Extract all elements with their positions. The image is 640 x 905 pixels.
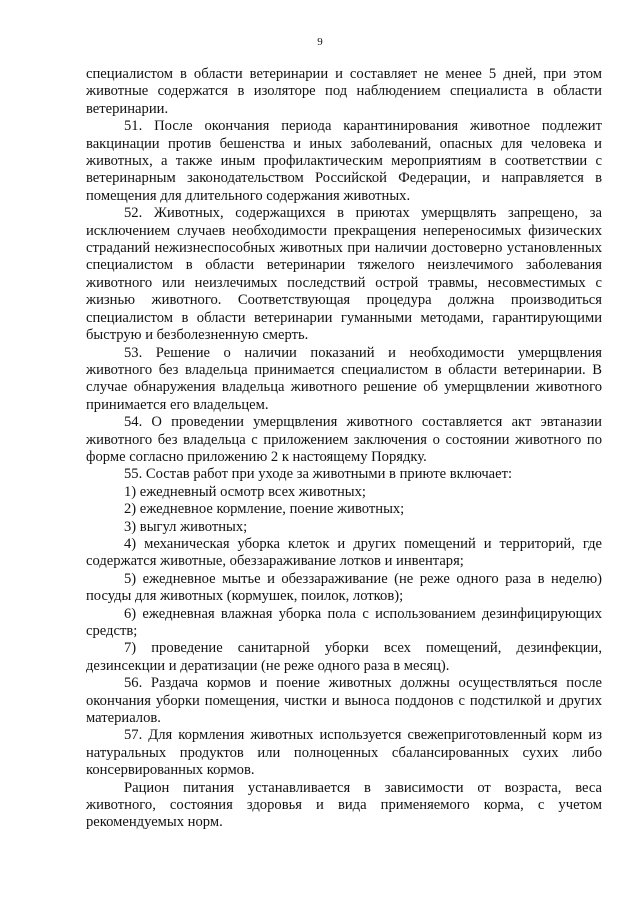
paragraph-56: 56. Раздача кормов и поение животных должны осуществляться после окончания уборки помещения, чистки и выноса поддонов с подстилкой и других материалов. (86, 675, 602, 727)
paragraph-52: 52. Животных, содержащихся в приютах умерщвлять запрещено, за исключением случаев необходимости прекращения непереносимых физических страданий нежизнеспособных животных при наличии достоверно установленных специалистом в области ветеринарии тяжелого неизлечимого заболевания животного или неизлечимых последствий острой травмы, несовместимых с жизнью животного. Соответствующая процедура должна производиться специалистом в области ветеринарии гуманными методами, гарантирующими быструю и безболезненную смерть. (86, 205, 602, 344)
paragraph-54: 54. О проведении умерщвления животного составляется акт эвтаназии животного без владельца с приложением заключения о состоянии животного по форме согласно приложению 2 к настоящему Порядку. (86, 414, 602, 465)
list-item-7: 7) проведение санитарной уборки всех помещений, дезинфекции, дезинсекции и дератизации (не реже одного раза в месяц). (86, 640, 602, 674)
list-item-1: 1) ежедневный осмотр всех животных; (124, 483, 366, 500)
list-item-5: 5) ежедневное мытье и обеззараживание (не реже одного раза в неделю) посуды для животных (кормушек, поилок, лотков); (86, 570, 602, 605)
paragraph-diet: Рацион питания устанавливается в зависимости от возраста, веса животного, состояния здоровья и вида применяемого корма, с учетом рекомендуемых норм. (86, 779, 602, 831)
list-item-6: 6) ежедневная влажная уборка пола с использованием дезинфицирующих средств; (86, 605, 602, 639)
page-number: 9 (317, 36, 323, 48)
paragraph-57: 57. Для кормления животных используется свежеприготовленный корм из натуральных продуктов или полноценных сбалансированных сухих либо консервированных кормов. (86, 727, 602, 779)
paragraph-55: 55. Состав работ при уходе за животными в приюте включает: (124, 466, 513, 483)
list-item-4: 4) механическая уборка клеток и других помещений и территорий, где содержатся животные, обеззараживание лотков и инвентаря; (86, 535, 602, 570)
document-body (86, 66, 602, 832)
list-item-2: 2) ежедневное кормление, поение животных; (124, 501, 405, 518)
paragraph-51: 51. После окончания периода карантинирования животное подлежит вакцинации против бешенства и иных заболеваний, опасных для человека и животных, а также иным профилактическим мероприятиям в соответствии с ветеринарным законодательством Российской Федерации, и направляется в помещения для длительного содержания животных. (86, 118, 602, 204)
paragraph-continuation: специалистом в области ветеринарии и составляет не менее 5 дней, при этом животные содержатся в изоляторе под наблюдением специалиста в области ветеринарии. (86, 66, 602, 117)
paragraph-53: 53. Решение о наличии показаний и необходимости умерщвления животного без владельца принимается специалистом в области ветеринарии. В случае обнаружения владельца животного решение об умерщвлении животного принимается его владельцем. (86, 344, 602, 413)
list-item-3: 3) выгул животных; (124, 518, 248, 535)
